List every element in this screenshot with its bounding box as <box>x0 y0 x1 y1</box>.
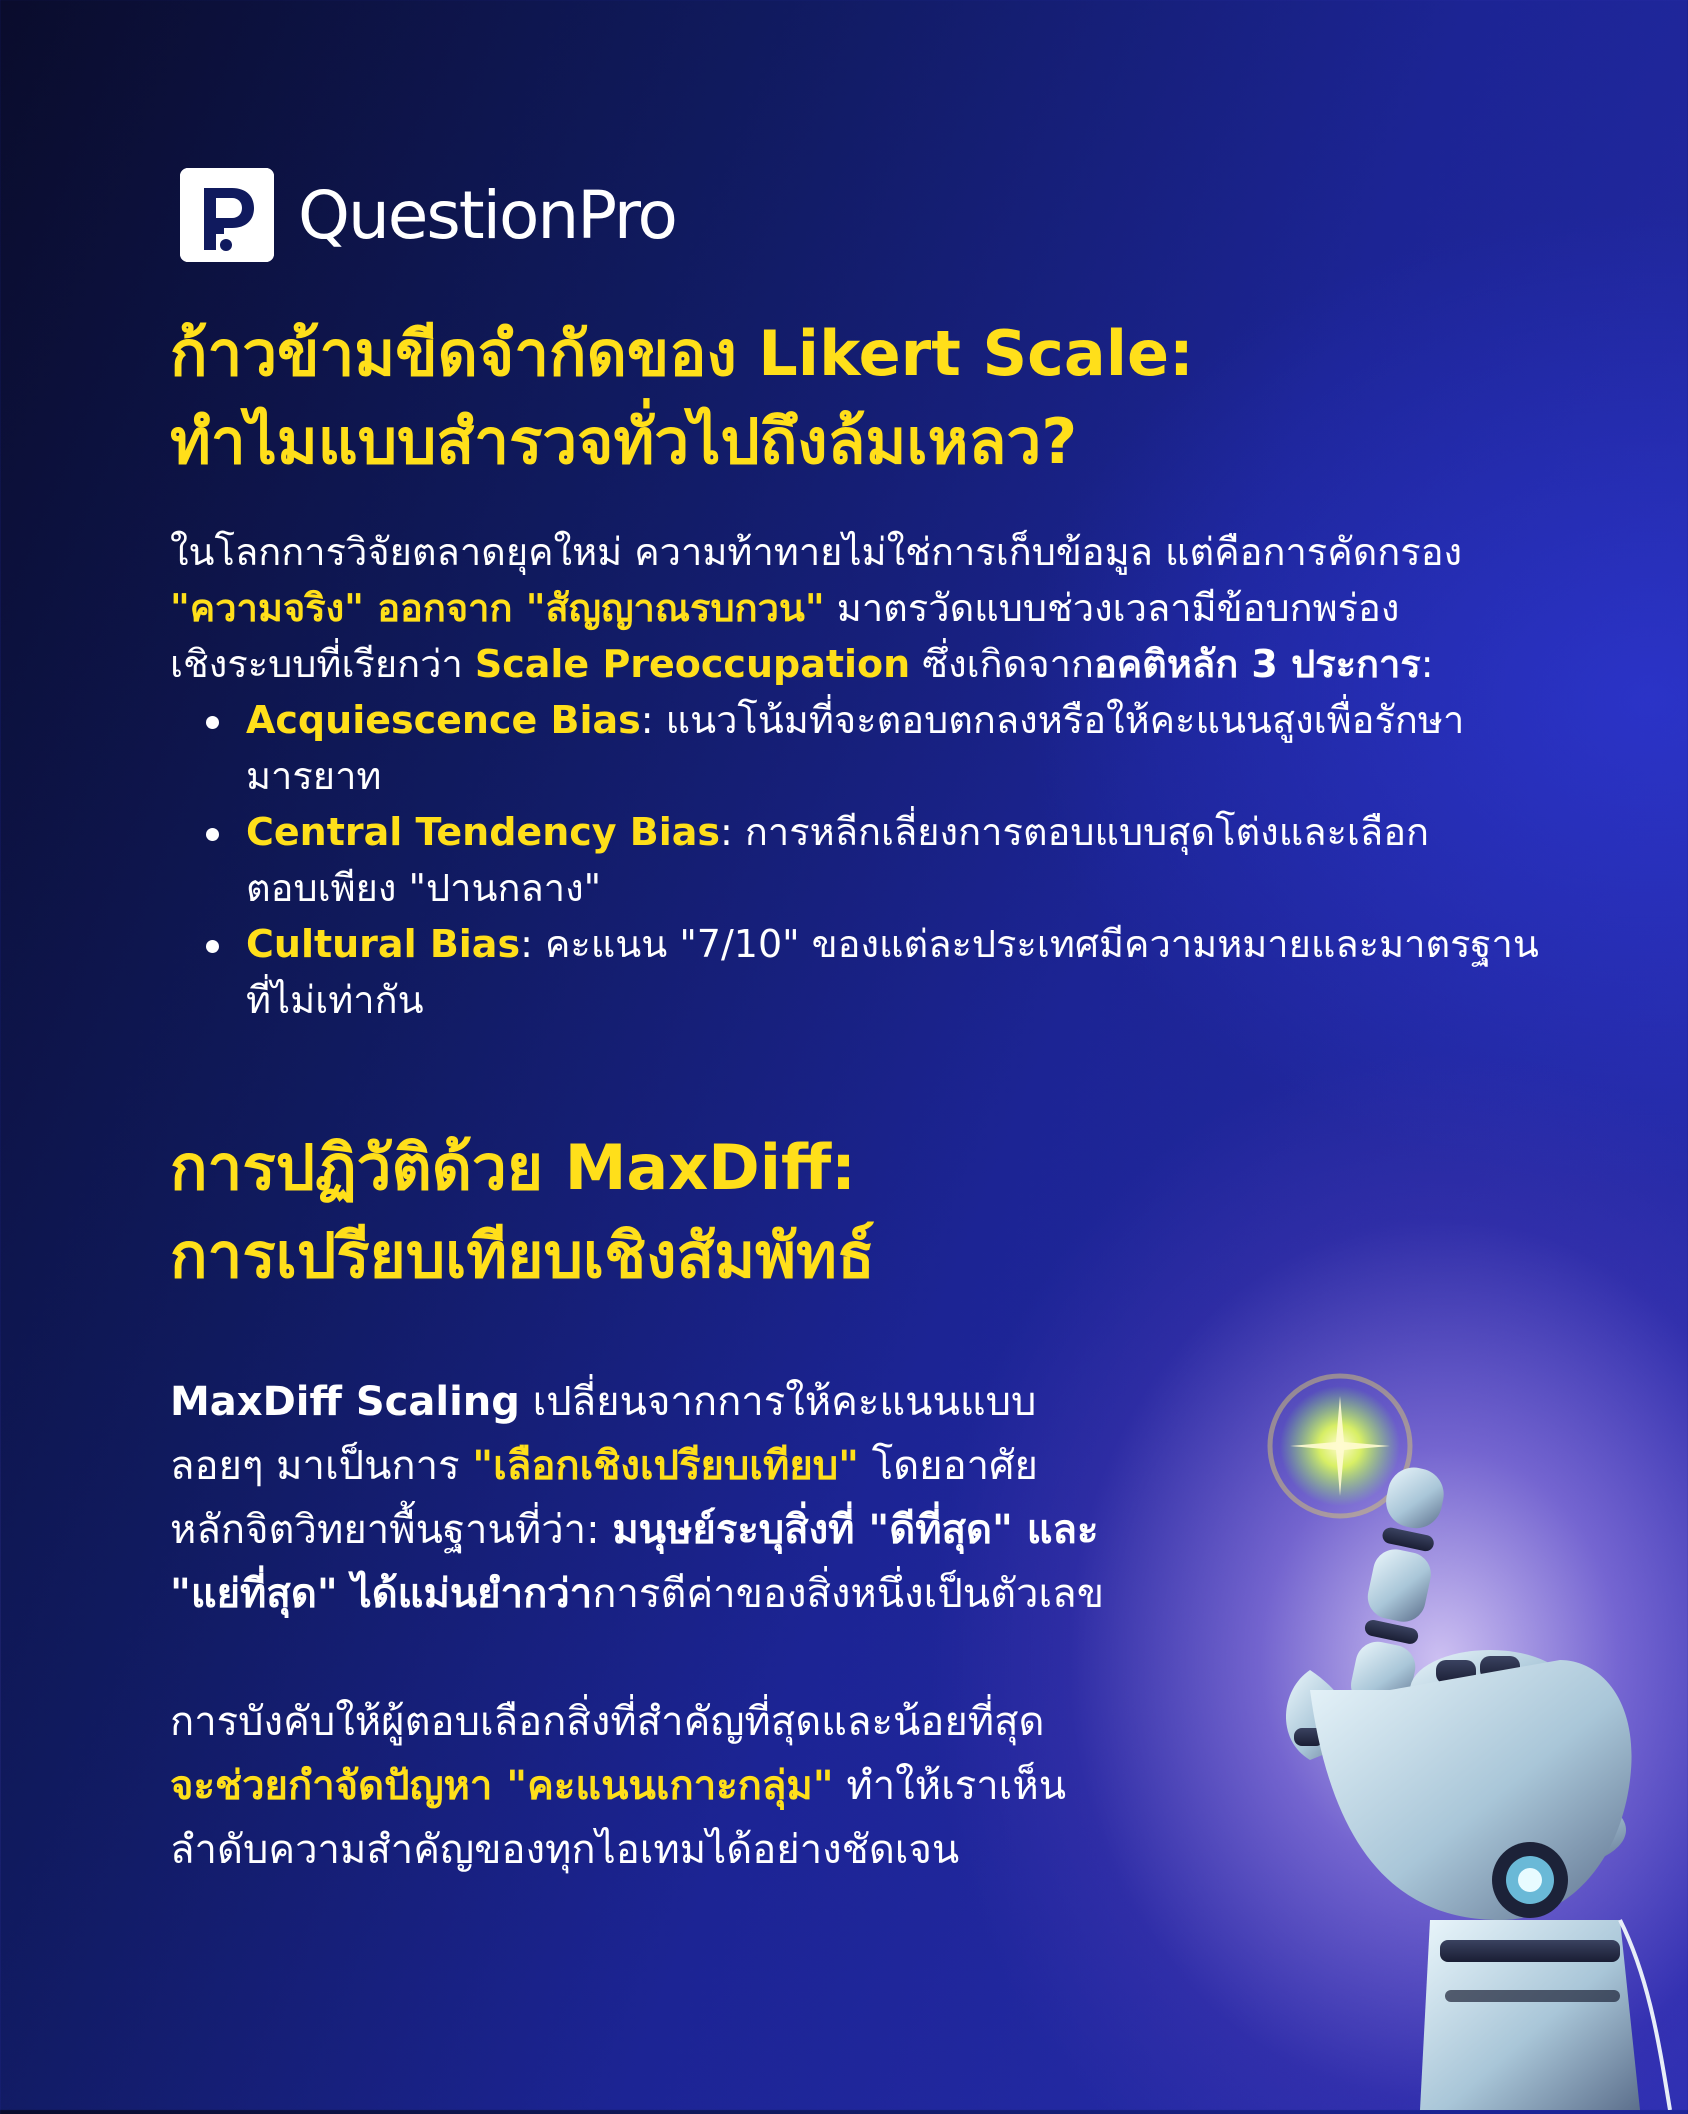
list-item-line <box>246 916 1590 972</box>
intro-line: ในโลกการวิจัยตลาดยุคใหม่ ความท้าทายไม่ใช่การเก็บข้อมูล แต่คือการคัดกรอง <box>170 530 1463 574</box>
brand-name: QuestionPro <box>298 176 676 254</box>
bold-text: อคติหลัก 3 ประการ <box>1093 642 1421 686</box>
section2-title-line: การเปรียบเทียบเชิงสัมพัทธ์ <box>170 1219 875 1292</box>
section2-title <box>170 1124 875 1300</box>
bullet-icon <box>206 940 219 953</box>
body-text: ซึ่งเกิดจาก <box>910 642 1094 686</box>
list-item <box>170 804 1590 916</box>
body-text: หลักจิตวิทยาพื้นฐานที่ว่า: <box>170 1507 613 1553</box>
list-item-line <box>246 804 1590 860</box>
body-text: ทำให้เราเห็น <box>833 1763 1067 1809</box>
highlight-text: จะช่วยกำจัดปัญหา "คะแนนเกาะกลุ่ม" <box>170 1763 834 1809</box>
body-text: การตีค่าของสิ่งหนึ่งเป็นตัวเลข <box>592 1571 1105 1617</box>
bold-text: มนุษย์ระบุสิ่งที่ "ดีที่สุด" และ <box>612 1507 1099 1553</box>
body-text: : <box>1420 642 1434 686</box>
robot-hand-icon <box>1240 1360 1688 2110</box>
paragraph-line <box>170 1754 1310 1818</box>
list-item-line: ที่ไม่เท่ากัน <box>246 978 424 1022</box>
intro-line <box>170 580 1590 636</box>
bias-description: : คะแนน "7/10" ของแต่ละประเทศมีความหมายและมาตรฐาน <box>520 922 1539 966</box>
highlight-text: Scale Preoccupation <box>474 642 911 686</box>
list-item <box>170 692 1590 804</box>
highlight-text: "เลือกเชิงเปรียบเทียบ" <box>472 1443 859 1489</box>
bullet-icon <box>206 716 219 729</box>
bias-description: : แนวโน้มที่จะตอบตกลงหรือให้คะแนนสูงเพื่อรักษา <box>640 698 1465 742</box>
section1-title-line: ทำไมแบบสำรวจทั่วไปถึงล้มเหลว? <box>170 405 1078 478</box>
paragraph-line: ลำดับความสำคัญของทุกไอเทมได้อย่างชัดเจน <box>170 1827 960 1873</box>
bullet-icon <box>206 828 219 841</box>
section2-title-line: การปฏิวัติด้วย MaxDiff: <box>170 1131 856 1204</box>
section1-title-line: ก้าวข้ามขีดจำกัดของ Likert Scale: <box>170 317 1194 390</box>
questionpro-logo-icon <box>180 168 274 262</box>
list-item-line: ตอบเพียง "ปานกลาง" <box>246 866 602 910</box>
bold-text: "แย่ที่สุด" ได้แม่นยำกว่า <box>170 1571 593 1617</box>
brand-logo <box>180 168 676 262</box>
body-text: เชิงระบบที่เรียกว่า <box>170 642 475 686</box>
list-item <box>170 916 1590 1028</box>
bias-list <box>170 692 1590 1028</box>
benefit-paragraph <box>170 1690 1310 1882</box>
bias-name: Central Tendency Bias <box>246 810 721 854</box>
maxdiff-paragraph <box>170 1370 1310 1626</box>
body-text: เปลี่ยนจากการให้คะแนนแบบ <box>519 1379 1037 1425</box>
paragraph-line: การบังคับให้ผู้ตอบเลือกสิ่งที่สำคัญที่สุดและน้อยที่สุด <box>170 1699 1045 1745</box>
paragraph-line <box>170 1562 1310 1626</box>
paragraph-line <box>170 1434 1310 1498</box>
section1-title <box>170 310 1194 486</box>
body-text: ลอยๆ มาเป็นการ <box>170 1443 473 1489</box>
highlight-text: "ความจริง" ออกจาก "สัญญาณรบกวน" <box>170 586 825 630</box>
list-item-line: มารยาท <box>246 754 382 798</box>
paragraph-line <box>170 1370 1310 1434</box>
bias-name: Acquiescence Bias <box>246 698 641 742</box>
intro-line <box>170 636 1590 692</box>
bias-name: Cultural Bias <box>246 922 521 966</box>
bias-description: : การหลีกเลี่ยงการตอบแบบสุดโต่งและเลือก <box>720 810 1430 854</box>
body-text: โดยอาศัย <box>859 1443 1038 1489</box>
intro-paragraph <box>170 524 1590 692</box>
paragraph-line <box>170 1498 1310 1562</box>
body-text: มาตรวัดแบบช่วงเวลามีข้อบกพร่อง <box>824 586 1400 630</box>
list-item-line <box>246 692 1590 748</box>
bold-text: MaxDiff Scaling <box>170 1379 520 1425</box>
